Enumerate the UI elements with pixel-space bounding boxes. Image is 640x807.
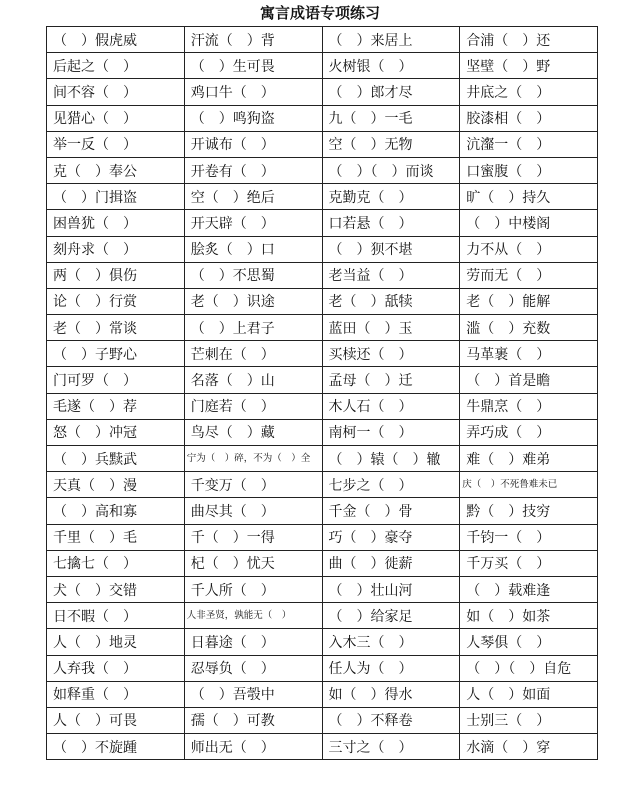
idiom-cell: （ ）上君子	[184, 315, 322, 341]
table-row	[47, 367, 598, 393]
idiom-cell: 怒（ ）冲冠	[47, 419, 185, 445]
idiom-cell: （ ）（ ）自危	[460, 655, 598, 681]
table-row	[47, 734, 598, 760]
idiom-cell: 宁为（ ）碎，不为（ ）全	[184, 446, 322, 472]
idiom-cell: （ ）不旋踵	[47, 734, 185, 760]
idiom-cell: （ ）郎才尽	[322, 79, 460, 105]
idiom-cell: 旷（ ）持久	[460, 184, 598, 210]
idiom-cell: 鸡口牛（ ）	[184, 79, 322, 105]
idiom-cell: 两（ ）俱伤	[47, 262, 185, 288]
idiom-cell: 空（ ）绝后	[184, 184, 322, 210]
idiom-cell: 克勤克（ ）	[322, 184, 460, 210]
idiom-cell: 千变万（ ）	[184, 472, 322, 498]
idiom-cell: 空（ ）无物	[322, 131, 460, 157]
idiom-cell: 如（ ）得水	[322, 681, 460, 707]
idiom-cell: （ ）来居上	[322, 27, 460, 53]
idiom-cell: 困兽犹（ ）	[47, 210, 185, 236]
table-row	[47, 655, 598, 681]
idiom-cell: 巧（ ）豪夺	[322, 524, 460, 550]
idiom-cell: 老（ ）能解	[460, 288, 598, 314]
idiom-cell: 入木三（ ）	[322, 629, 460, 655]
idiom-cell: 蓝田（ ）玉	[322, 315, 460, 341]
idiom-cell: 汗流（ ）背	[184, 27, 322, 53]
idiom-cell: 人琴俱（ ）	[460, 629, 598, 655]
table-row	[47, 79, 598, 105]
table-row	[47, 629, 598, 655]
table-row	[47, 446, 598, 472]
idiom-cell: 老（ ）识途	[184, 288, 322, 314]
idiom-cell: 千钧一（ ）	[460, 524, 598, 550]
idiom-cell: 弄巧成（ ）	[460, 419, 598, 445]
idiom-cell: 开天辟（ ）	[184, 210, 322, 236]
idiom-cell: （ ）高和寡	[47, 498, 185, 524]
idiom-cell: 买椟还（ ）	[322, 341, 460, 367]
idiom-cell: 力不从（ ）	[460, 236, 598, 262]
idiom-cell: 刻舟求（ ）	[47, 236, 185, 262]
table-row	[47, 707, 598, 733]
idiom-cell: （ ）（ ）而谈	[322, 157, 460, 183]
idiom-cell: 牛鼎烹（ ）	[460, 393, 598, 419]
idiom-cell: 人（ ）地灵	[47, 629, 185, 655]
idiom-cell: 师出无（ ）	[184, 734, 322, 760]
idiom-cell: （ ）吾彀中	[184, 681, 322, 707]
table-row	[47, 157, 598, 183]
idiom-cell: 鸟尽（ ）藏	[184, 419, 322, 445]
idiom-cell: 人（ ）如面	[460, 681, 598, 707]
idiom-cell: （ ）生可畏	[184, 53, 322, 79]
idiom-cell: 孺（ ）可教	[184, 707, 322, 733]
idiom-cell: 七步之（ ）	[322, 472, 460, 498]
idiom-cell: 千里（ ）毛	[47, 524, 185, 550]
idiom-cell: 门可罗（ ）	[47, 367, 185, 393]
idiom-cell: 千金（ ）骨	[322, 498, 460, 524]
table-row	[47, 393, 598, 419]
idiom-cell: （ ）壮山河	[322, 576, 460, 602]
idiom-cell: 曲尽其（ ）	[184, 498, 322, 524]
idiom-cell: 庆（ ）不死鲁难未已	[460, 472, 598, 498]
idiom-cell: 难（ ）难弟	[460, 446, 598, 472]
table-row	[47, 236, 598, 262]
idiom-cell: （ ）狈不堪	[322, 236, 460, 262]
idiom-cell: 千万买（ ）	[460, 550, 598, 576]
table-row	[47, 105, 598, 131]
idiom-cell: 天真（ ）漫	[47, 472, 185, 498]
table-row	[47, 27, 598, 53]
idiom-cell: 孟母（ ）迁	[322, 367, 460, 393]
idiom-cell: 马革裹（ ）	[460, 341, 598, 367]
idiom-cell: 脍炙（ ）口	[184, 236, 322, 262]
idiom-cell: 火树银（ ）	[322, 53, 460, 79]
idiom-cell: 人非圣贤，孰能无（ ）	[184, 603, 322, 629]
idiom-cell: 日暮途（ ）	[184, 629, 322, 655]
idiom-cell: 人（ ）可畏	[47, 707, 185, 733]
table-row	[47, 210, 598, 236]
idiom-cell: 论（ ）行赏	[47, 288, 185, 314]
idiom-cell: 曲（ ）徙薪	[322, 550, 460, 576]
idiom-cell: 老（ ）常谈	[47, 315, 185, 341]
idiom-cell: 间不容（ ）	[47, 79, 185, 105]
idiom-cell: 口若悬（ ）	[322, 210, 460, 236]
idiom-cell: 芒刺在（ ）	[184, 341, 322, 367]
table-row	[47, 550, 598, 576]
idiom-cell: 人弃我（ ）	[47, 655, 185, 681]
idiom-cell: 木人石（ ）	[322, 393, 460, 419]
idiom-cell: （ ）鸣狗盗	[184, 105, 322, 131]
idiom-cell: （ ）中楼阁	[460, 210, 598, 236]
table-row	[47, 576, 598, 602]
idiom-cell: 犬（ ）交错	[47, 576, 185, 602]
idiom-cell: 忍辱负（ ）	[184, 655, 322, 681]
page-title: 寓言成语专项练习	[259, 4, 380, 22]
idiom-cell: （ ）不释卷	[322, 707, 460, 733]
table-row	[47, 341, 598, 367]
idiom-cell: 坚壁（ ）野	[460, 53, 598, 79]
idiom-cell: 如（ ）如茶	[460, 603, 598, 629]
table-row	[47, 53, 598, 79]
idiom-cell: 七擒七（ ）	[47, 550, 185, 576]
idiom-cell: 开卷有（ ）	[184, 157, 322, 183]
idiom-cell: （ ）假虎威	[47, 27, 185, 53]
idiom-cell: 胶漆相（ ）	[460, 105, 598, 131]
idiom-cell: 老（ ）舐犊	[322, 288, 460, 314]
table-row	[47, 315, 598, 341]
idiom-cell: 杞（ ）忧天	[184, 550, 322, 576]
idiom-cell: 门庭若（ ）	[184, 393, 322, 419]
idiom-cell: 千（ ）一得	[184, 524, 322, 550]
table-row	[47, 288, 598, 314]
idiom-cell: 后起之（ ）	[47, 53, 185, 79]
idiom-cell: （ ）辕（ ）辙	[322, 446, 460, 472]
idiom-cell: 克（ ）奉公	[47, 157, 185, 183]
idiom-cell: （ ）兵黩武	[47, 446, 185, 472]
idiom-cell: 如释重（ ）	[47, 681, 185, 707]
idiom-table	[46, 26, 598, 760]
table-row	[47, 681, 598, 707]
table-row	[47, 419, 598, 445]
table-row	[47, 262, 598, 288]
idiom-cell: 劳而无（ ）	[460, 262, 598, 288]
idiom-cell: （ ）不思蜀	[184, 262, 322, 288]
idiom-cell: 三寸之（ ）	[322, 734, 460, 760]
idiom-cell: （ ）门揖盗	[47, 184, 185, 210]
idiom-cell: 井底之（ ）	[460, 79, 598, 105]
idiom-cell: 士别三（ ）	[460, 707, 598, 733]
table-row	[47, 498, 598, 524]
table-row	[47, 603, 598, 629]
idiom-cell: （ ）给家足	[322, 603, 460, 629]
idiom-cell: 水滴（ ）穿	[460, 734, 598, 760]
table-row	[47, 131, 598, 157]
idiom-cell: （ ）首是瞻	[460, 367, 598, 393]
idiom-cell: （ ）子野心	[47, 341, 185, 367]
idiom-cell: 见猎心（ ）	[47, 105, 185, 131]
table-row	[47, 184, 598, 210]
idiom-cell: 黔（ ）技穷	[460, 498, 598, 524]
table-row	[47, 472, 598, 498]
idiom-cell: 举一反（ ）	[47, 131, 185, 157]
idiom-cell: 合浦（ ）还	[460, 27, 598, 53]
idiom-cell: 名落（ ）山	[184, 367, 322, 393]
idiom-cell: 沆瀣一（ ）	[460, 131, 598, 157]
idiom-cell: 毛遂（ ）荐	[47, 393, 185, 419]
idiom-cell: （ ）载难逢	[460, 576, 598, 602]
idiom-cell: 口蜜腹（ ）	[460, 157, 598, 183]
idiom-cell: 滥（ ）充数	[460, 315, 598, 341]
idiom-cell: 千人所（ ）	[184, 576, 322, 602]
idiom-cell: 日不暇（ ）	[47, 603, 185, 629]
idiom-cell: 任人为（ ）	[322, 655, 460, 681]
idiom-cell: 九（ ）一毛	[322, 105, 460, 131]
idiom-cell: 南柯一（ ）	[322, 419, 460, 445]
idiom-cell: 开诚布（ ）	[184, 131, 322, 157]
idiom-cell: 老当益（ ）	[322, 262, 460, 288]
table-row	[47, 524, 598, 550]
